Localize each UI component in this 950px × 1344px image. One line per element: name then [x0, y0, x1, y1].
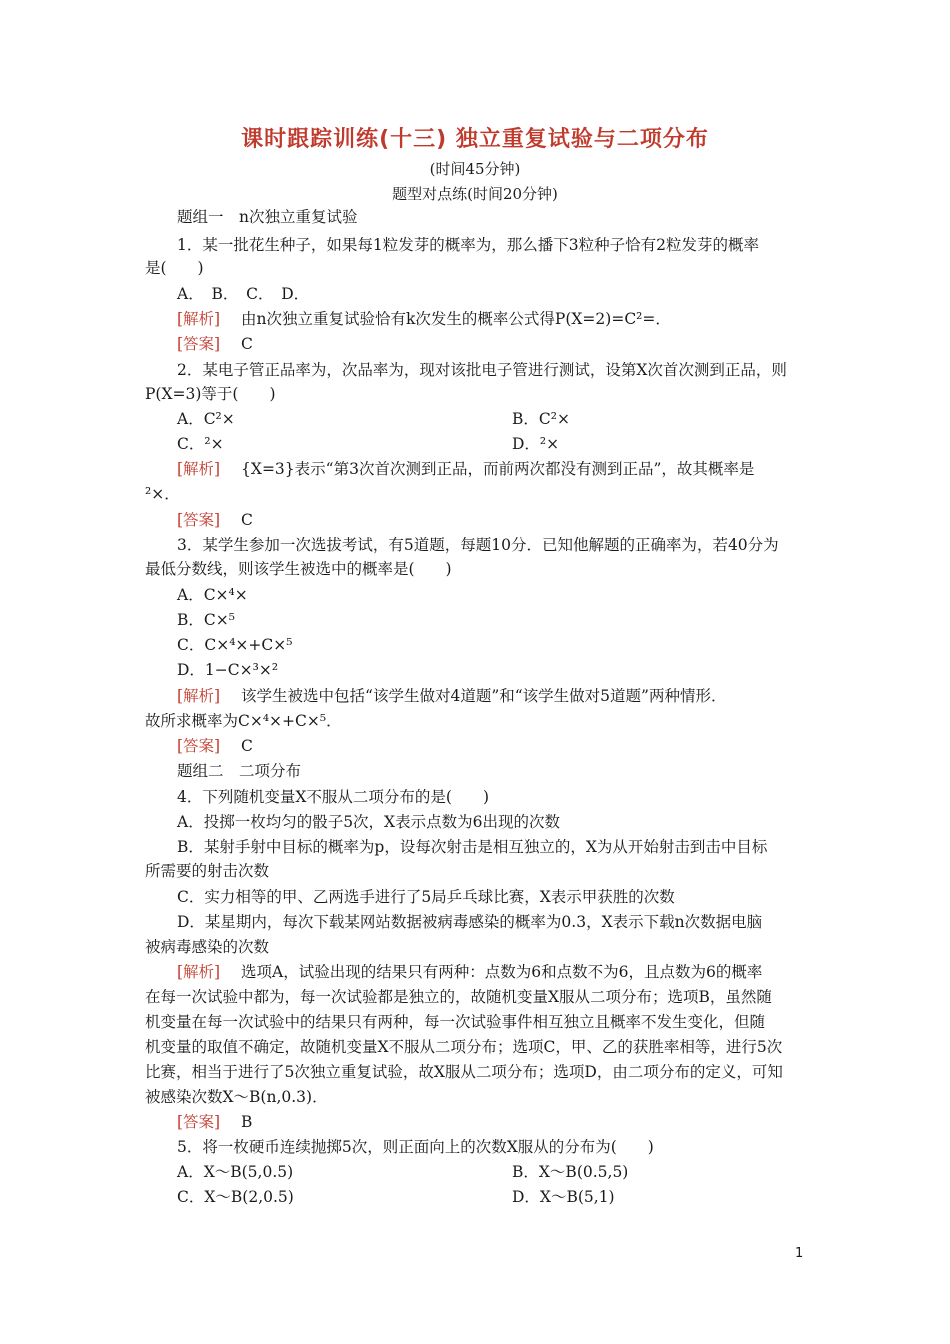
q3-answer: [177, 736, 253, 756]
q4-stem-line1: 4．下列随机变量X不服从二项分布的是( ): [177, 788, 489, 806]
q2-analysis: [177, 459, 754, 479]
q3-analysis-line2: 故所求概率为C×⁴×+C×⁵．: [145, 712, 342, 730]
analysis-tag: [解析]: [177, 963, 221, 981]
q4-analysis-line3: 机变量在每一次试验中的结果只有两种，每一次试验事件相互独立且概率不发生变化，但随: [145, 1013, 766, 1031]
analysis-text: 该学生被选中包括“该学生做对4道题”和“该学生做对5道题”两种情形．: [241, 687, 727, 705]
analysis-tag: [解析]: [177, 687, 221, 705]
group2-heading: 题组二 二项分布: [177, 762, 302, 780]
answer-tag: [答案]: [177, 1113, 221, 1131]
analysis-tag: [解析]: [177, 460, 221, 478]
q2-analysis-line2: ²×．: [145, 485, 180, 503]
q4-option-d-line1: D．某星期内，每次下载某网站数据被病毒感染的概率为0.3，X表示下载n次数据电脑: [177, 913, 763, 931]
q1-analysis: [177, 309, 671, 329]
q2-option-a: A．C²×: [177, 410, 235, 428]
q2-stem-line2: P(X=3)等于( ): [145, 385, 276, 403]
q1-options: A． B． C． D．: [177, 285, 310, 303]
q3-stem-line2: 最低分数线，则该学生被选中的概率是( ): [145, 560, 452, 578]
answer-text: C: [241, 335, 253, 353]
answer-text: C: [241, 737, 253, 755]
q5-option-a: A．X～B(5,0.5): [177, 1163, 294, 1181]
section-header: 题型对点练(时间20分钟): [392, 185, 558, 203]
q4-option-a: A．投掷一枚均匀的骰子5次，X表示点数为6出现的次数: [177, 813, 560, 831]
q3-analysis: [177, 686, 726, 706]
q3-option-a: A．C×⁴×: [177, 586, 248, 604]
q3-option-b: B．C×⁵: [177, 611, 235, 629]
answer-text: B: [241, 1113, 253, 1131]
answer-tag: [答案]: [177, 511, 221, 529]
answer-tag: [答案]: [177, 737, 221, 755]
group1-heading: 题组一 n次独立重复试验: [177, 208, 358, 226]
q1-stem-line2: 是( ): [145, 259, 204, 277]
q4-analysis-line6: 被感染次数X～B(n,0.3)．: [145, 1088, 328, 1106]
q2-option-c: C．²×: [177, 435, 224, 453]
q3-stem-line1: 3．某学生参加一次选拔考试，有5道题，每题10分．已知他解题的正确率为，若40分为: [177, 536, 779, 554]
q4-analysis-line2: 在每一次试验中都为，每一次试验都是独立的，故随机变量X服从二项分布；选项B，虽然随: [145, 988, 772, 1006]
q2-option-d: D．²×: [512, 435, 560, 453]
q4-answer: [177, 1112, 252, 1132]
q4-option-d-line2: 被病毒感染的次数: [145, 938, 270, 956]
q5-option-b: B．X～B(0.5,5): [512, 1163, 629, 1181]
q4-option-b-line2: 所需要的射击次数: [145, 862, 270, 880]
q5-option-d: D．X～B(5,1): [512, 1188, 615, 1206]
q4-analysis-line4: 机变量的取值不确定，故随机变量X不服从二项分布；选项C，甲、乙的获胜率相等，进行5次: [145, 1038, 783, 1056]
page-title: 课时跟踪训练(十三) 独立重复试验与二项分布: [241, 127, 709, 152]
q4-option-b-line1: B．某射手射中目标的概率为p，设每次射击是相互独立的，X为从开始射击到击中目标: [177, 838, 768, 856]
q1-stem-line1: 1．某一批花生种子，如果每1粒发芽的概率为，那么播下3粒种子恰有2粒发芽的概率: [177, 236, 759, 254]
q2-option-b: B．C²×: [512, 410, 570, 428]
analysis-text: 选项A，试验出现的结果只有两种：点数为6和点数不为6，且点数为6的概率: [241, 963, 763, 981]
q4-analysis: [177, 962, 762, 982]
q4-analysis-line5: 比赛，相当于进行了5次独立重复试验，故X服从二项分布；选项D，由二项分布的定义，可知: [145, 1063, 783, 1081]
analysis-text: {X=3}表示“第3次首次测到正品，而前两次都没有测到正品”，故其概率是: [241, 460, 755, 478]
q3-option-c: C．C×⁴×+C×⁵: [177, 636, 293, 654]
q1-answer: [177, 334, 253, 354]
answer-tag: [答案]: [177, 335, 221, 353]
q2-answer: [177, 510, 253, 530]
time-total: (时间45分钟): [429, 160, 521, 178]
q3-option-d: D．1−C×³×²: [177, 661, 279, 679]
q4-option-c: C．实力相等的甲、乙两选手进行了5局乒乓球比赛，X表示甲获胜的次数: [177, 888, 675, 906]
answer-text: C: [241, 511, 253, 529]
analysis-text: 由n次独立重复试验恰有k次发生的概率公式得P(X=2)=C²=．: [241, 310, 671, 328]
analysis-tag: [解析]: [177, 310, 221, 328]
q5-stem-line1: 5．将一枚硬币连续抛掷5次，则正面向上的次数X服从的分布为( ): [177, 1138, 654, 1156]
q2-stem-line1: 2．某电子管正品率为，次品率为，现对该批电子管进行测试，设第X次首次测到正品，则: [177, 361, 787, 379]
page-number: 1: [795, 1246, 804, 1261]
q5-option-c: C．X～B(2,0.5): [177, 1188, 294, 1206]
